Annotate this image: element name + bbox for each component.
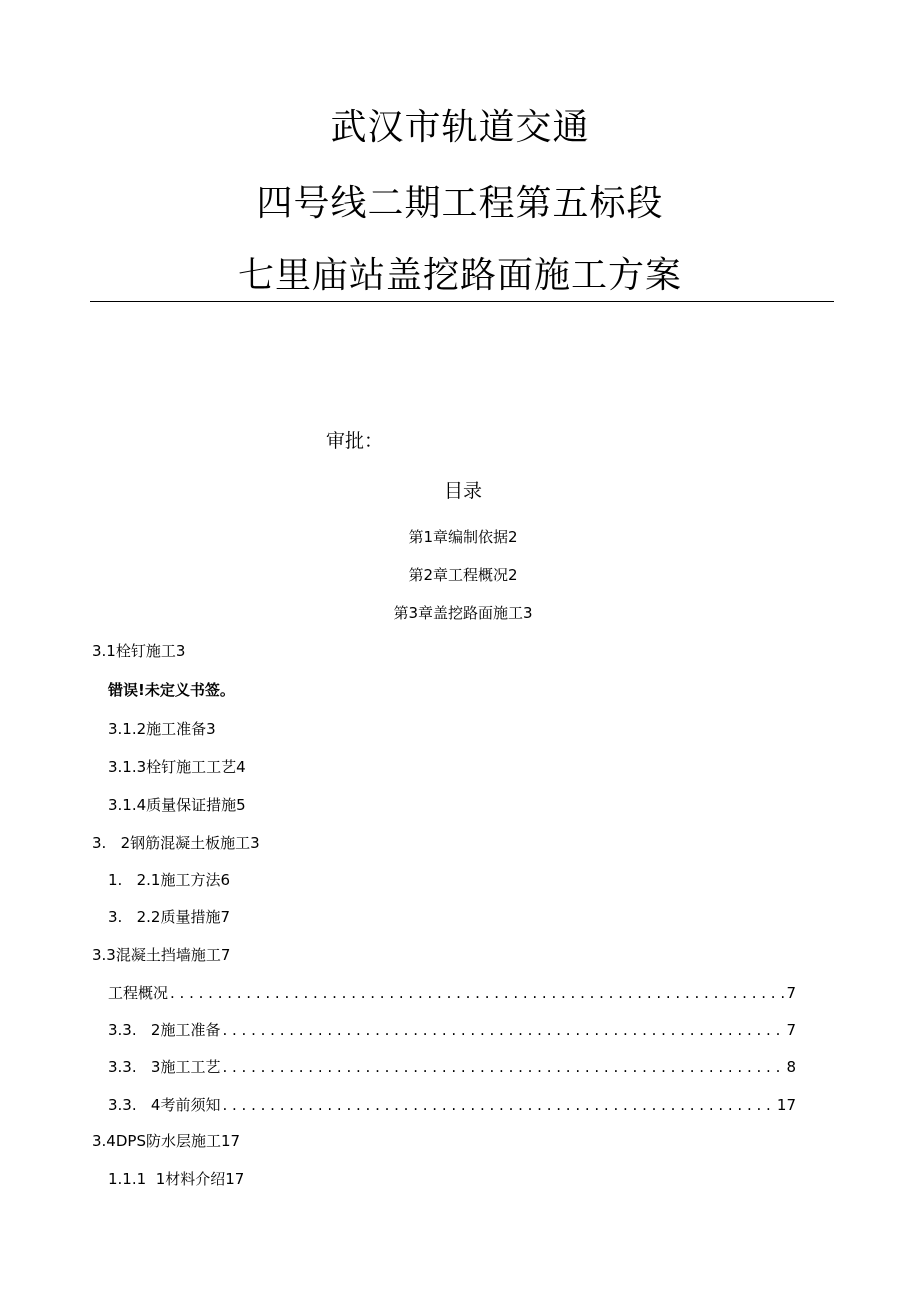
toc-leader-label: 3.3. 3施工工艺 (108, 1058, 221, 1076)
toc-leader-dots (222, 1095, 774, 1115)
toc-item-3-4[interactable]: 3.4DPS防水层施工17 (92, 1132, 241, 1150)
approval-label: 审批： (326, 430, 384, 452)
title-divider (90, 301, 834, 302)
toc-item-1-1-1[interactable]: 1.1.1 1材料介绍17 (108, 1170, 245, 1188)
toc-chapter-2[interactable]: 第2章工程概况2 (408, 566, 518, 584)
toc-leader-label: 工程概况 (108, 984, 169, 1002)
toc-item-3-1[interactable]: 3.1栓钉施工3 (92, 642, 186, 660)
title-line-2: 四号线二期工程第五标段 (256, 183, 664, 224)
toc-leader-label: 3.3. 2施工准备 (108, 1021, 221, 1039)
toc-leader-page: 7 (786, 1021, 796, 1039)
toc-leader-dots (222, 1020, 784, 1040)
title-line-3: 七里庙站盖挖路面施工方案 (237, 255, 682, 296)
toc-leader-item[interactable] (108, 1020, 796, 1040)
toc-item-3-1-4[interactable]: 3.1.4质量保证措施5 (108, 796, 246, 814)
toc-leader-page: 7 (786, 984, 796, 1002)
toc-leader-page: 17 (776, 1096, 796, 1114)
toc-leader-dots (170, 983, 784, 1003)
toc-item-3-3[interactable]: 3.3混凝土挡墙施工7 (92, 946, 231, 964)
toc-item-3-1-2[interactable]: 3.1.2施工准备3 (108, 720, 216, 738)
toc-item-2-1[interactable]: 1. 2.1施工方法6 (108, 871, 231, 889)
toc-chapter-1[interactable]: 第1章编制依据2 (408, 528, 518, 546)
toc-leader-item[interactable] (108, 1095, 796, 1115)
toc-heading: 目录 (443, 480, 482, 502)
toc-error-bookmark: 错误!未定义书签。 (108, 681, 235, 699)
toc-leader-item[interactable] (108, 1057, 796, 1077)
toc-leader-item[interactable] (108, 983, 796, 1003)
toc-item-3-2[interactable]: 3. 2钢筋混凝土板施工3 (92, 834, 260, 852)
title-line-1: 武汉市轨道交通 (330, 107, 590, 148)
toc-leader-page: 8 (786, 1058, 796, 1076)
toc-item-2-2[interactable]: 3. 2.2质量措施7 (108, 908, 231, 926)
toc-chapter-3[interactable]: 第3章盖挖路面施工3 (393, 604, 533, 622)
toc-leader-label: 3.3. 4考前须知 (108, 1096, 221, 1114)
toc-item-3-1-3[interactable]: 3.1.3栓钉施工工艺4 (108, 758, 246, 776)
toc-leader-dots (222, 1057, 784, 1077)
